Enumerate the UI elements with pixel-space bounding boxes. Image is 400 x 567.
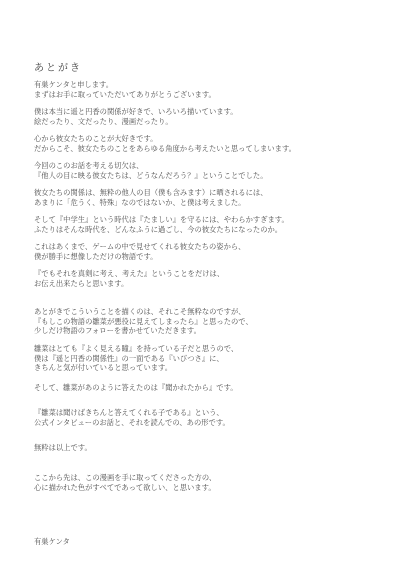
paragraph-closing bbox=[34, 473, 216, 492]
text-line: ここから先は、この漫画を手に取ってくださった方の、 bbox=[34, 473, 217, 482]
text-line: 『もしこの物語の雛菜が悪役に見えてしまったら』と思ったので、 bbox=[34, 316, 253, 326]
page-title: あとがき bbox=[34, 63, 82, 74]
text-line: あとがきでこういうことを描くのは、それこそ無粋なのですが、 bbox=[34, 307, 246, 316]
text-line: 『でもそれを真剣に考え、考えた』ということをだけは、 bbox=[34, 269, 225, 278]
text-line: 公式インタビューのお話と、それを読んでの、あの形です。 bbox=[34, 417, 230, 427]
paragraph-sincerity bbox=[34, 269, 224, 288]
paragraph-follow-up bbox=[34, 307, 253, 336]
paragraph-motivation bbox=[34, 161, 268, 180]
text-line: そして、雛菜があのように答えたのは『聞かれたから』です。 bbox=[34, 383, 238, 392]
text-line: お伝え出来たらと思います。 bbox=[34, 278, 129, 288]
text-line: 心から彼女たちのことが大好きです。 bbox=[34, 134, 158, 143]
paragraph-love bbox=[34, 134, 296, 153]
text-line: きちんと気が付いていると思っています。 bbox=[34, 363, 173, 373]
paragraph-answer bbox=[34, 383, 238, 393]
text-line: 今回のこのお話を考える切欠は、 bbox=[34, 161, 144, 170]
paragraph-hinana bbox=[34, 344, 238, 373]
text-line: 無粋は以上です。 bbox=[34, 443, 92, 452]
text-line: まずはお手に取っていただいてありがとうございます。 bbox=[34, 89, 216, 99]
paragraph-interview bbox=[34, 408, 230, 427]
paragraph-relationship bbox=[34, 107, 238, 126]
text-line: 心に描かれた色がすべてであって欲しい、と思います。 bbox=[34, 482, 216, 492]
text-line: 有巣ケンタと申します。 bbox=[34, 80, 114, 89]
text-line: これはあくまで、ゲームの中で見せてくれる彼女たちの姿から、 bbox=[34, 242, 246, 251]
paragraph-greeting bbox=[34, 80, 216, 99]
text-line: 彼女たちの関係は、無粋の他人の目（僕も含みます）に晒されるには、 bbox=[34, 188, 268, 197]
text-line: あまりに「危うく、特殊」なのではないか、と僕は考えました。 bbox=[34, 197, 246, 207]
text-line: 雛菜はとても『よく見える瞳』を持っている子だと思うので、 bbox=[34, 344, 239, 353]
text-line: 少しだけ物語のフォローを書かせていただきます。 bbox=[34, 326, 201, 336]
text-line: 『他人の目に映る彼女たちは、どうなんだろう？』ということでした。 bbox=[34, 170, 268, 180]
text-line: そして『中学生』という時代は『たましい』を守るには、やわらかすぎます。 bbox=[34, 215, 289, 224]
text-line: 絵だったり、文だったり、漫画だったり。 bbox=[34, 116, 173, 126]
paragraph-imagination bbox=[34, 242, 245, 261]
text-line: だからこそ、彼女たちのことをあらゆる角度から考えたいと思ってしまいます。 bbox=[34, 143, 296, 153]
text-line: 僕は本当に遥と円香の関係が好きで、いろいろ描いています。 bbox=[34, 107, 238, 116]
paragraph-middle-school bbox=[34, 215, 289, 234]
paragraph-end-note bbox=[34, 443, 92, 453]
text-line: 僕は『遥と円香の関係性』の一面である『いびつさ』に、 bbox=[34, 353, 224, 363]
text-line: 『雛菜は聞けばきちんと答えてくれる子である』という、 bbox=[34, 408, 224, 417]
text-line: ふたりはそんな時代を、どんなふうに過ごし、今の彼女たちになったのか。 bbox=[34, 224, 283, 234]
text-line: 僕が勝手に想像しただけの物語です。 bbox=[34, 251, 158, 261]
author-signature: 有巣ケンタ bbox=[34, 537, 70, 546]
paragraph-fragile bbox=[34, 188, 268, 207]
